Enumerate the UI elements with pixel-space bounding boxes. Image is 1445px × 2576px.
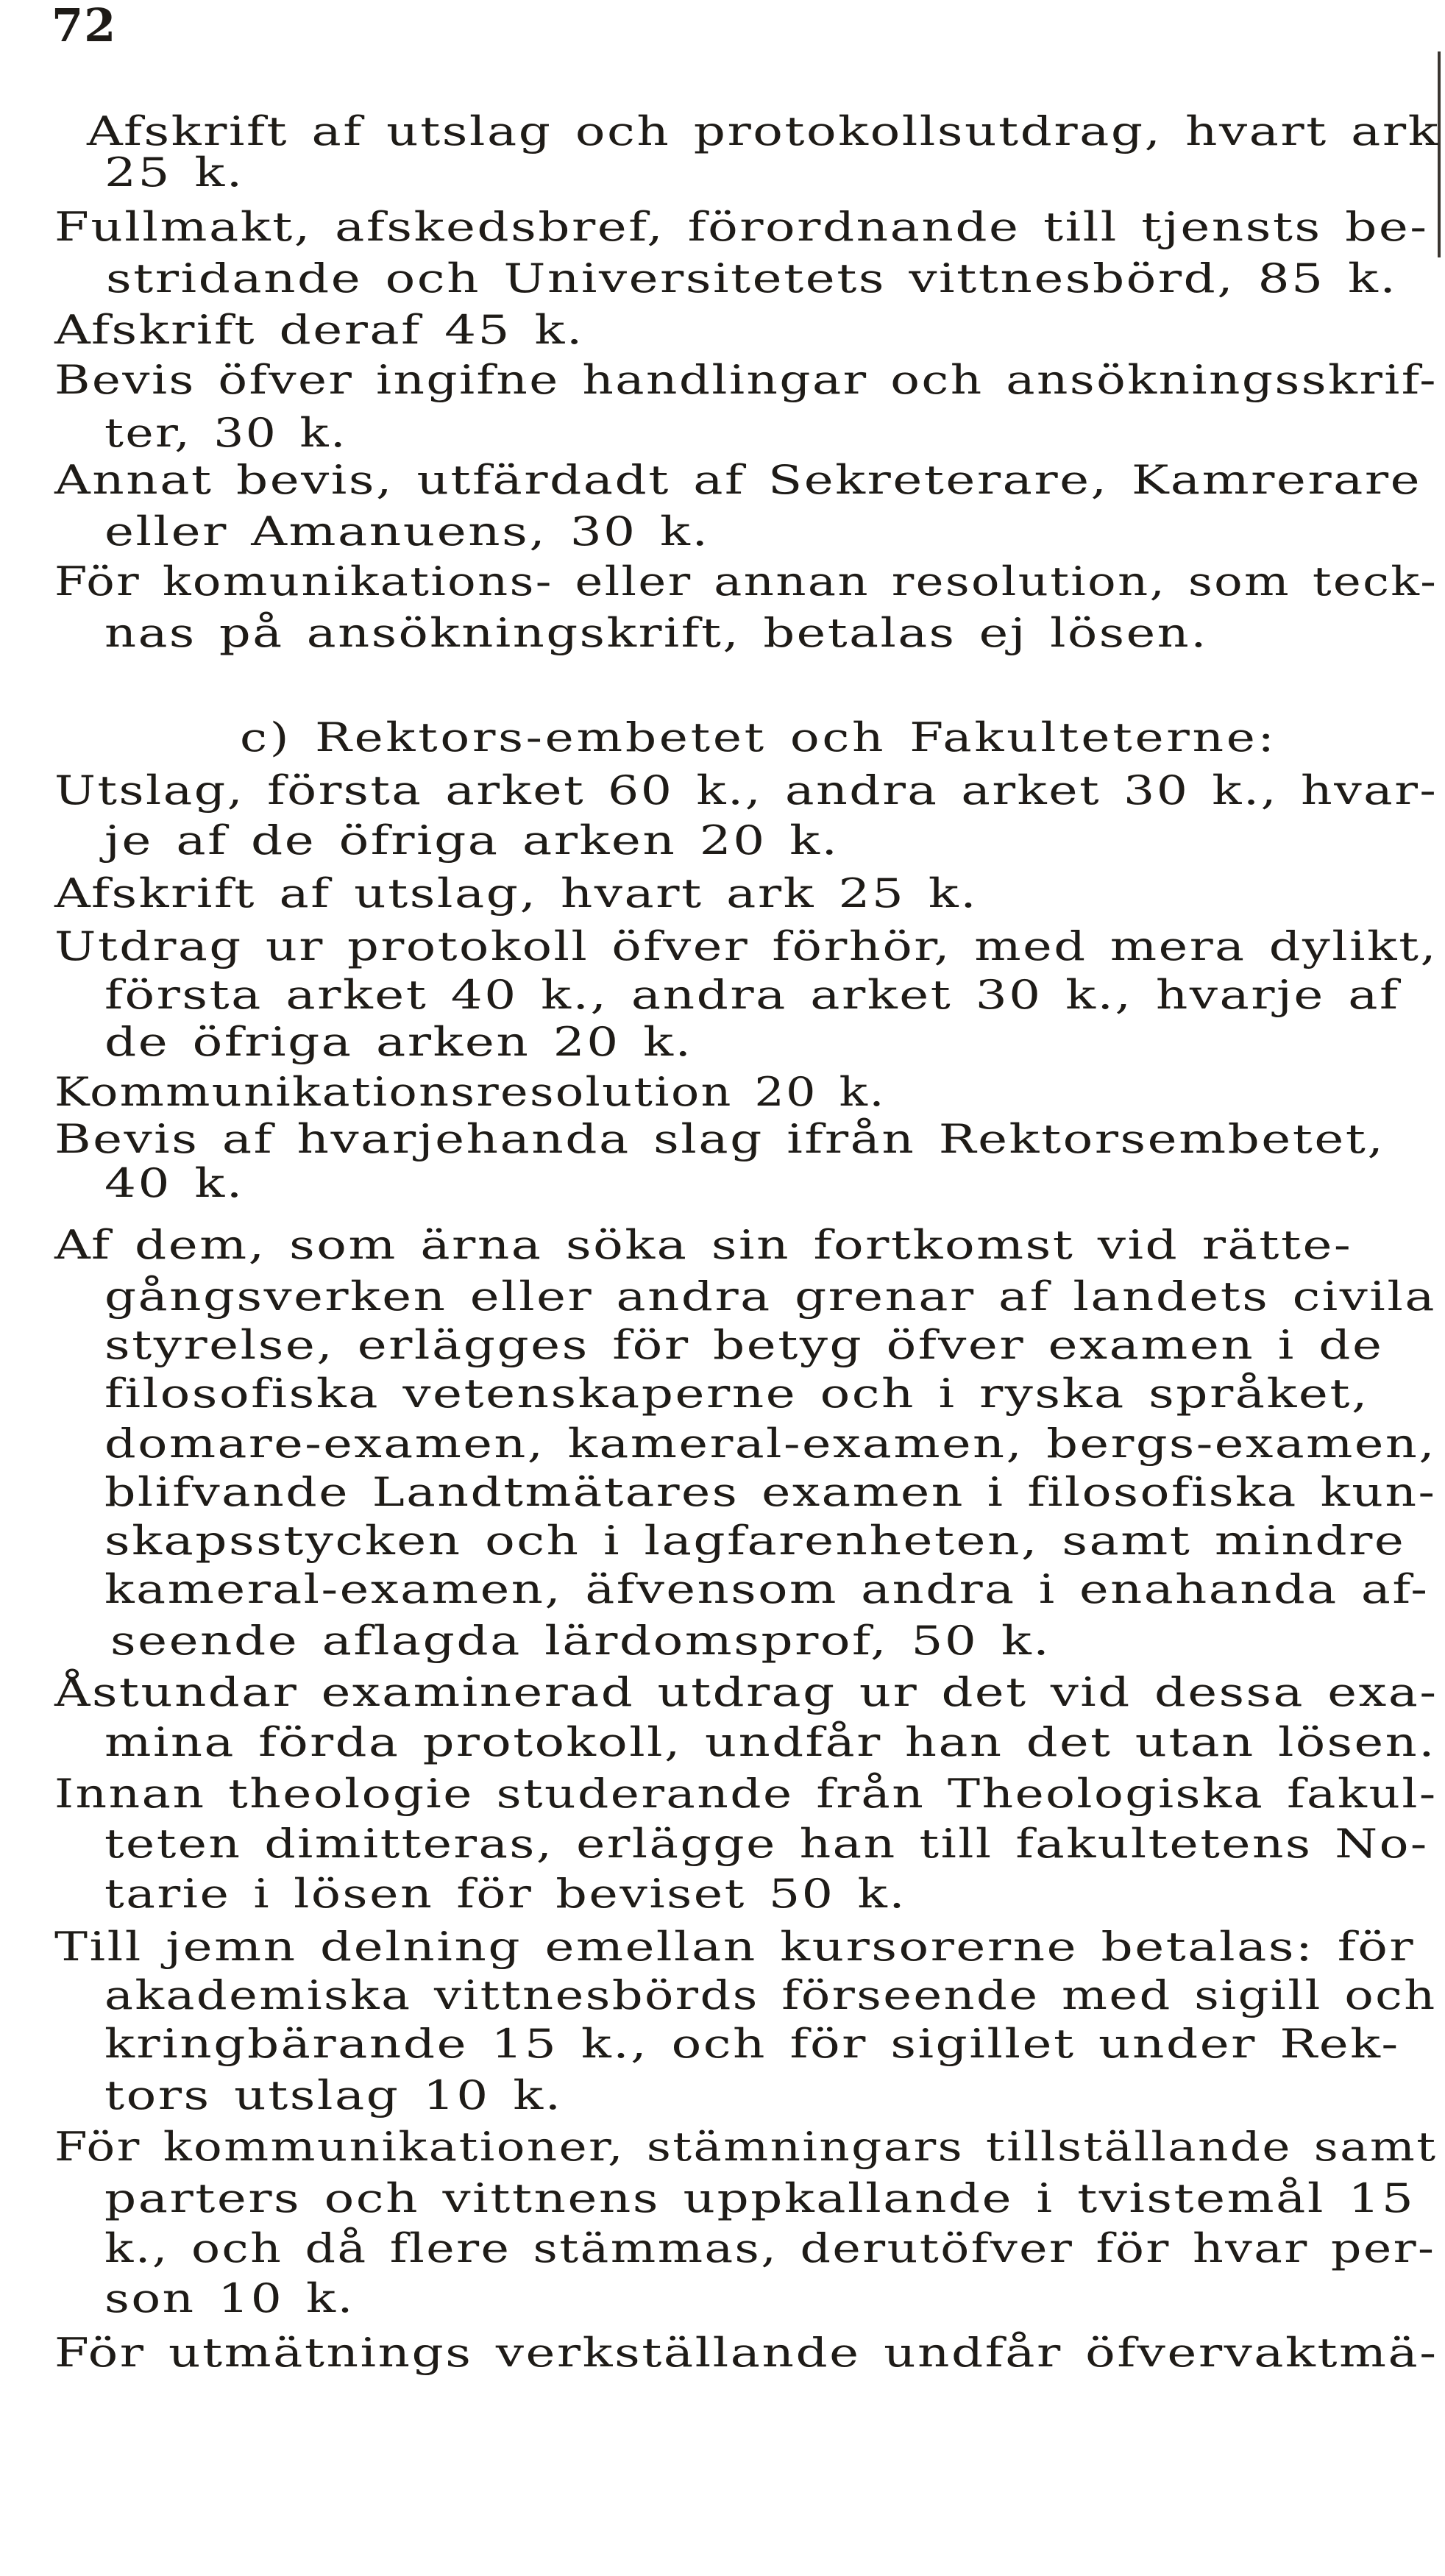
text-line: Kommunikationsresolution 20 k. bbox=[54, 1069, 886, 1115]
text-line: Innan theologie studerande från Theologiska fakul- bbox=[54, 1771, 1438, 1817]
text-line: tarie i lösen för beviset 50 k. bbox=[104, 1871, 906, 1917]
text-line: Åstundar examinerad utdrag ur det vid dessa exa- bbox=[54, 1669, 1438, 1715]
text-line: kringbärande 15 k., och för sigillet under Rek- bbox=[104, 2021, 1400, 2067]
text-line: parters och vittnens uppkallande i tvistemål 15 bbox=[104, 2175, 1416, 2221]
text-line: blifvande Landtmätares examen i filosofiska kun- bbox=[104, 1469, 1437, 1515]
text-line: stridande och Universitetets vittnesbörd, 85 k. bbox=[106, 255, 1398, 302]
text-line: gångsverken eller andra grenar af landets civila bbox=[104, 1273, 1436, 1320]
text-line: Bevis öfver ingifne handlingar och ansökningsskrif- bbox=[54, 357, 1438, 403]
text-line: första arket 40 k., andra arket 30 k., hvarje af bbox=[104, 972, 1400, 1018]
text-line: Bevis af hvarjehanda slag ifrån Rektorsembetet, bbox=[54, 1116, 1385, 1162]
text-line: 25 k. bbox=[104, 149, 244, 196]
text-line: de öfriga arken 20 k. bbox=[104, 1019, 693, 1065]
text-line: Till jemn delning emellan kursorerne betalas: för bbox=[54, 1924, 1416, 1970]
text-line: nas på ansökningskrift, betalas ej lösen. bbox=[104, 610, 1209, 656]
text-line: k., och då flere stämmas, derutöfver för hvar per- bbox=[104, 2225, 1436, 2271]
text-line: je af de öfriga arken 20 k. bbox=[104, 817, 839, 864]
text-line: son 10 k. bbox=[104, 2275, 355, 2321]
text-line: Afskrift deraf 45 k. bbox=[54, 307, 584, 353]
text-line: skapsstycken och i lagfarenheten, samt mindre bbox=[104, 1518, 1406, 1564]
text-line: teten dimitteras, erlägge han till fakultetens No- bbox=[104, 1821, 1429, 1867]
text-line: domare-examen, kameral-examen, bergs-examen, bbox=[104, 1420, 1437, 1467]
text-line: c) Rektors-embetet och Fakulteterne: bbox=[240, 714, 1277, 761]
text-line: Afskrift af utslag, hvart ark 25 k. bbox=[54, 870, 979, 917]
text-line: För kommunikationer, stämningars tillställande samt bbox=[54, 2124, 1438, 2170]
text-line: akademiska vittnesbörds förseende med sigill och bbox=[104, 1972, 1437, 2018]
page-number: 72 bbox=[52, 0, 117, 52]
text-line: Annat bevis, utfärdadt af Sekreterare, Kamrerare bbox=[54, 457, 1422, 503]
text-line: ter, 30 k. bbox=[104, 410, 347, 456]
text-line: kameral-examen, äfvensom andra i enahanda af- bbox=[104, 1566, 1430, 1612]
text-line: filosofiska vetenskaperne och i ryska språket, bbox=[104, 1370, 1369, 1417]
text-line: Utslag, första arket 60 k., andra arket 30 k., hvar- bbox=[54, 767, 1438, 814]
text-line: För utmätnings verkställande undfår öfvervaktmä- bbox=[54, 2330, 1438, 2376]
text-line: eller Amanuens, 30 k. bbox=[104, 508, 710, 555]
text-line: Utdrag ur protokoll öfver förhör, med mera dylikt, bbox=[54, 923, 1438, 969]
text-line: seende aflagda lärdomsprof, 50 k. bbox=[110, 1618, 1051, 1664]
text-line: Afskrift af utslag och protokollsutdrag, hvart ark bbox=[87, 108, 1441, 154]
text-line: Af dem, som ärna söka sin fortkomst vid rätte- bbox=[54, 1222, 1353, 1268]
text-line: För komunikations- eller annan resolution, som teck- bbox=[54, 558, 1438, 605]
text-line: mina förda protokoll, undfår han det utan lösen. bbox=[104, 1719, 1436, 1765]
text-line: tors utslag 10 k. bbox=[104, 2072, 563, 2118]
text-line: Fullmakt, afskedsbref, förordnande till tjensts be- bbox=[54, 204, 1429, 250]
text-line: styrelse, erlägges för betyg öfver examen i de bbox=[104, 1322, 1384, 1368]
text-line: 40 k. bbox=[104, 1160, 244, 1206]
